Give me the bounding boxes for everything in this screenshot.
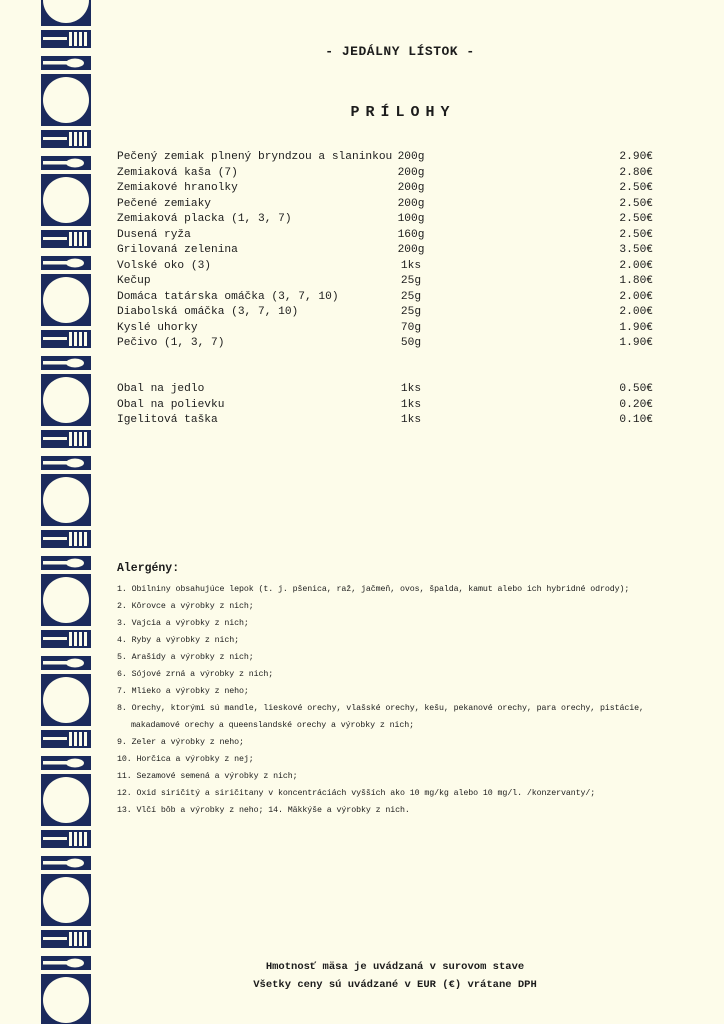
- menu-row: [117, 243, 657, 259]
- menu-row: [117, 398, 657, 414]
- item-qty: 200g: [397, 182, 425, 194]
- allergen-item: 13. Vlčí bôb a výrobky z neho; 14. Mäkkýše a výrobky z nich.: [117, 806, 410, 815]
- plate-cutlery-pattern: [41, 0, 91, 1024]
- menu-row: [117, 228, 657, 244]
- footer-note: [0, 958, 724, 994]
- item-qty: 200g: [397, 197, 425, 210]
- item-qty: 200g: [397, 151, 425, 163]
- item-qty: 200g: [397, 244, 425, 256]
- allergen-item: 8. Orechy, ktorými sú mandle, lieskové orechy, vlašské orechy, kešu, pekanové orechy, para orechy, pistácie,: [117, 704, 644, 713]
- allergen-item: 7. Mlieko a výrobky z neho;: [117, 687, 249, 696]
- item-price: 1.90€: [619, 321, 653, 334]
- item-name: Kyslé uhorky: [117, 321, 198, 334]
- packaging-list: [117, 382, 657, 429]
- allergen-item: 4. Ryby a výrobky z nich;: [117, 636, 239, 645]
- item-qty: 1ks: [400, 414, 422, 426]
- menu-row: [117, 150, 657, 166]
- menu-row: [117, 212, 657, 228]
- menu-title: - JEDÁLNY LÍSTOK -: [325, 44, 475, 59]
- allergen-item: 5. Arašidy a výrobky z nich;: [117, 653, 254, 662]
- allergen-item: 6. Sójové zrná a výrobky z nich;: [117, 670, 274, 679]
- item-qty: 25g: [400, 306, 422, 318]
- allergens-section: [117, 562, 677, 819]
- allergen-item: 2. Kôrovce a výrobky z nich;: [117, 602, 254, 611]
- menu-row: [117, 290, 657, 306]
- menu-row: [117, 382, 657, 398]
- item-name: Grilovaná zelenina: [117, 244, 238, 256]
- item-name: Domáca tatárska omáčka (3, 7, 10): [117, 290, 339, 303]
- menu-row: [117, 305, 657, 321]
- menu-row: [117, 197, 657, 213]
- sides-list: [117, 150, 657, 352]
- item-name: Zemiakové hranolky: [117, 182, 238, 194]
- item-price: 2.50€: [619, 182, 653, 194]
- item-name: Zemiaková kaša (7): [117, 166, 238, 179]
- item-price: 2.90€: [619, 151, 653, 163]
- item-price: 2.00€: [619, 290, 653, 303]
- item-qty: 100g: [397, 213, 425, 225]
- item-name: Pečený zemiak plnený bryndzou a slaninkou: [117, 151, 393, 163]
- allergen-item: 10. Horčica a výrobky z nej;: [117, 755, 254, 764]
- item-name: Obal na jedlo: [117, 383, 205, 395]
- item-price: 0.10€: [619, 414, 653, 426]
- item-price: 2.00€: [619, 259, 653, 272]
- item-name: Diabolská omáčka (3, 7, 10): [117, 306, 299, 318]
- item-name: Kečup: [117, 275, 151, 287]
- item-price: 2.80€: [619, 166, 653, 179]
- item-name: Zemiaková placka (1, 3, 7): [117, 213, 292, 225]
- item-qty: 1ks: [400, 398, 422, 411]
- item-price: 1.90€: [619, 337, 653, 349]
- item-qty: 200g: [397, 166, 425, 179]
- item-price: 0.20€: [619, 398, 653, 411]
- item-price: 3.50€: [619, 244, 653, 256]
- section-title: PRÍLOHY: [350, 104, 456, 121]
- allergen-item: 9. Zeler a výrobky z neho;: [117, 738, 244, 747]
- menu-row: [117, 259, 657, 275]
- item-name: Pečené zemiaky: [117, 197, 211, 210]
- menu-row: [117, 321, 657, 337]
- item-price: 2.00€: [619, 306, 653, 318]
- item-qty: 1ks: [400, 259, 422, 272]
- item-price: 2.50€: [619, 228, 653, 241]
- allergen-item: 3. Vajcia a výrobky z nich;: [117, 619, 249, 628]
- item-price: 0.50€: [619, 383, 653, 395]
- item-name: Dusená ryža: [117, 228, 191, 241]
- allergen-item-continuation: makadamové orechy a queenslandské orechy a výrobky z nich;: [131, 721, 414, 730]
- item-price: 1.80€: [619, 275, 653, 287]
- menu-row: [117, 166, 657, 182]
- item-price: 2.50€: [619, 213, 653, 225]
- item-price: 2.50€: [619, 197, 653, 210]
- item-qty: 160g: [397, 228, 425, 241]
- item-qty: 50g: [400, 337, 422, 349]
- item-qty: 70g: [400, 321, 422, 334]
- item-name: Igelitová taška: [117, 414, 218, 426]
- footer-weight-note: Hmotnosť mäsa je uvádzaná v surovom stave: [265, 961, 525, 973]
- menu-row: [117, 181, 657, 197]
- item-qty: 25g: [400, 275, 422, 287]
- allergen-item: 12. Oxid siričitý a siričitany v koncentráciách vyšších ako 10 mg/kg alebo 10 mg/l. /konzervanty/;: [117, 789, 596, 798]
- allergen-item: 1. Obilniny obsahujúce lepok (t. j. pšenica, raž, jačmeň, ovos, špalda, kamut alebo ich hybridné odrody);: [117, 585, 630, 594]
- allergen-item: 11. Sezamové semená a výrobky z nich;: [117, 772, 298, 781]
- item-name: Pečivo (1, 3, 7): [117, 337, 225, 349]
- allergens-heading: Alergény:: [117, 562, 180, 575]
- menu-row: [117, 413, 657, 429]
- item-name: Volské oko (3): [117, 259, 211, 272]
- menu-row: [117, 336, 657, 352]
- menu-row: [117, 274, 657, 290]
- item-qty: 25g: [400, 290, 422, 303]
- item-name: Obal na polievku: [117, 398, 225, 411]
- item-qty: 1ks: [400, 383, 422, 395]
- footer-price-note: Všetky ceny sú uvádzané v EUR (€) vrátane DPH: [253, 979, 537, 991]
